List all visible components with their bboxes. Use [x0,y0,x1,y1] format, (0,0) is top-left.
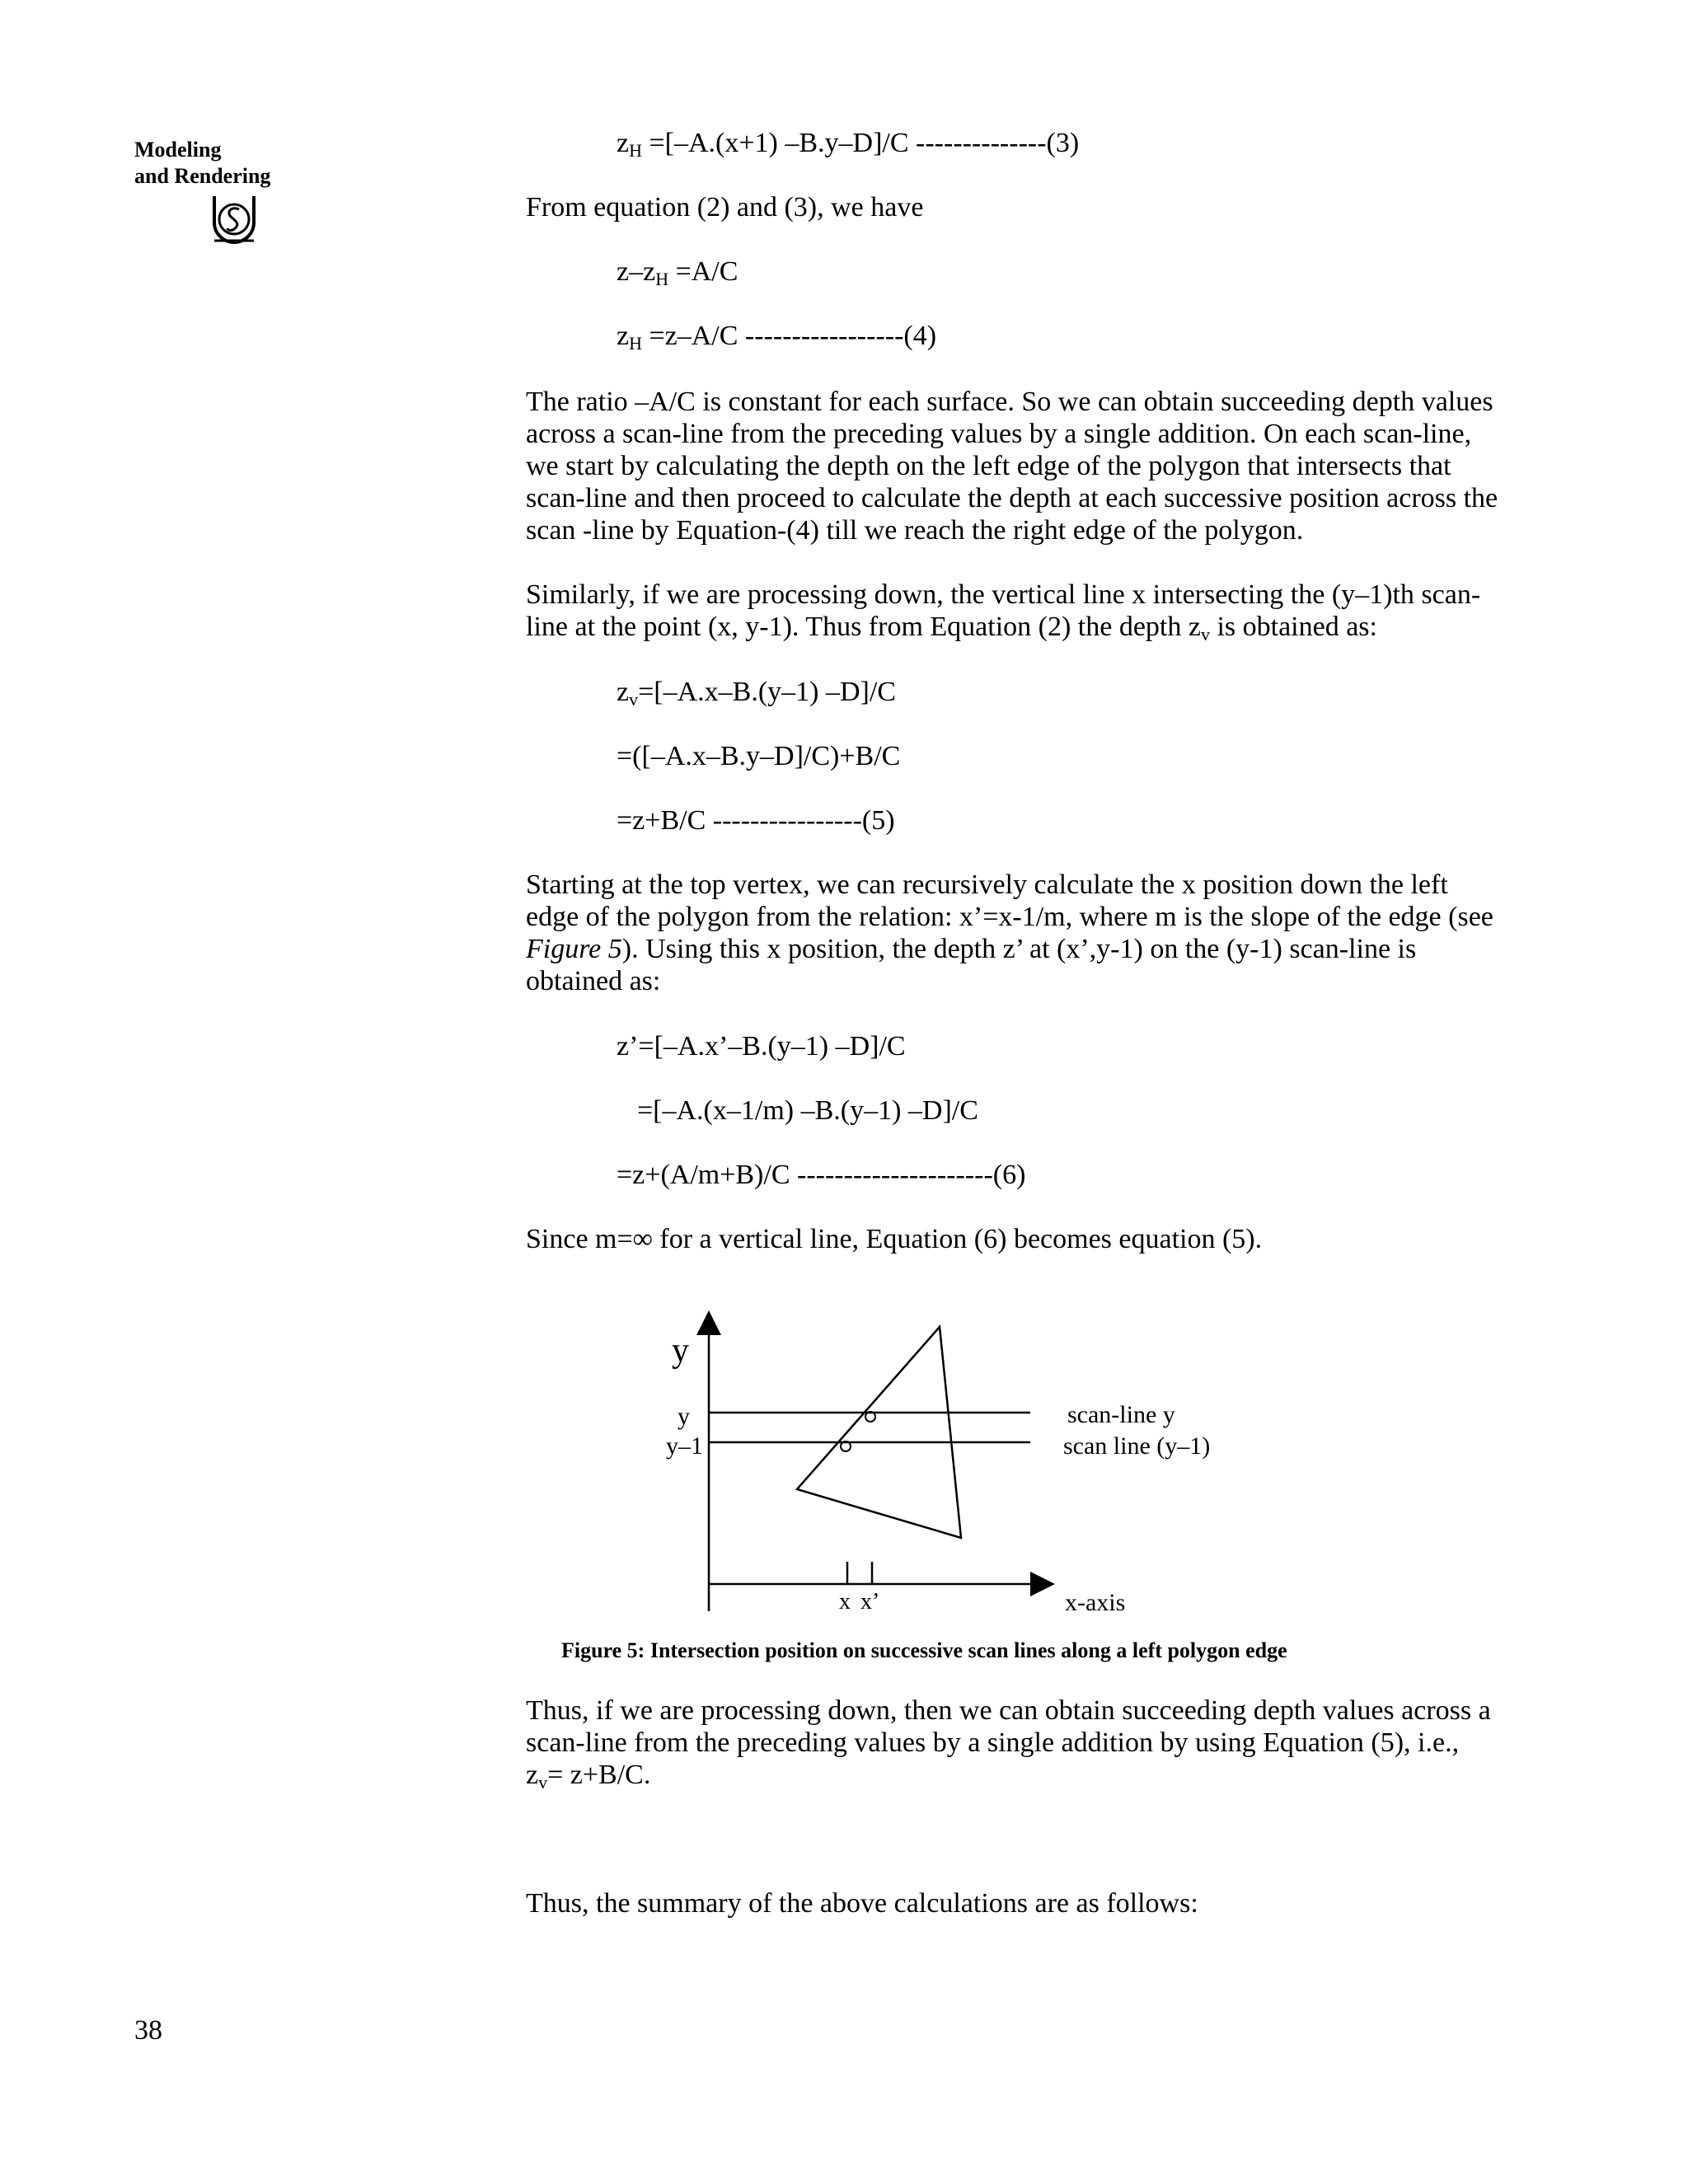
equation-3: $z_H =[-A.(x+1)$ –B.y–D]/C --------------(3) [617,128,1080,161]
paragraph-depth-ratio: The ratio –A/C is constant for each surface. So we can obtain succeeding depth values across a scan-line from the preceding values by a single addition. On each scan-line, we start by calculating the depth on the left edge of the polygon that intersects that scan-line and then proceed to calculate the depth at each successive position across the scan -line by Equation-(4) till we reach the right edge of the polygon. [526,387,1498,546]
sidebar-heading [134,137,270,190]
equation-6: =z+(A/m+B)/C ---------------------(6) [617,1160,1026,1190]
paragraph-processing-down: Similarly, if we are processing down, the vertical line x intersecting the (y–1)th scan- line at the point (x, y-1). Thus from Equation (2) the depth $z_v$ is obtained as: [526,579,1481,644]
equation-zv: $z_v=[-A.x-B.(y-1)$ –D]/C [617,677,896,710]
equation-z-prime: z’=[–A.x’–B.(y–1) –D]/C [617,1031,906,1062]
paragraph-top-vertex: Starting at the top vertex, we can recursively calculate the x position down the left edge of the polygon from the relation: x’=x-1/m, where m is the slope of the edge (see Figure 5). Using this x position, the depth z’ at (x’,y-1) on the (y-1) scan-line is obtained as: [526,869,1493,996]
equation-zv-expanded: =([–A.x–B.y–D]/C)+B/C [617,741,901,771]
figure-caption: Figure 5: Intersection position on successive scan lines along a left polygon edge [561,1638,1287,1662]
x-axis-label: x-axis [1065,1589,1126,1616]
paragraph-summary-down: Thus, if we are processing down, then we can obtain succeeding depth values across a scan-line from the preceding values by a single addition by using Equation (5), i.e., $z_v= z+B/C$. [526,1695,1491,1793]
page-number: 38 [134,2015,162,2046]
university-logo-icon [208,190,260,247]
equation-4: $z_H =z-A/C$ -----------------(4) [617,321,937,354]
equation-diff: $z-z_H =A/C$ [617,256,738,289]
equation-5: =z+B/C ----------------(5) [617,805,895,836]
from-equation-text: From equation (2) and (3), we have [526,192,924,223]
x-prime-tick-label: x’ [860,1589,880,1615]
equation-z-prime-expanded: =[–A.(x–1/m) –B.(y–1) –D]/C [637,1095,978,1126]
scan-line-y-label: scan-line y [1067,1401,1175,1428]
tick-label-y-minus-1: y–1 [666,1432,703,1460]
summary-intro: Thus, the summary of the above calculations are as follows: [526,1888,1198,1919]
y-axis-label: y [672,1332,689,1370]
figure-5-diagram [651,1302,1245,1632]
sidebar-heading-line2: and Rendering [134,164,271,188]
scan-line-y1-label: scan line (y–1) [1063,1432,1211,1460]
sidebar-heading-line1: Modeling [134,138,222,162]
vertical-line-note: Since m=∞ for a vertical line, Equation (6) becomes equation (5). [526,1224,1263,1254]
tick-label-y: y [678,1403,690,1430]
polygon-triangle [797,1327,961,1538]
x-tick-label: x [839,1589,851,1615]
